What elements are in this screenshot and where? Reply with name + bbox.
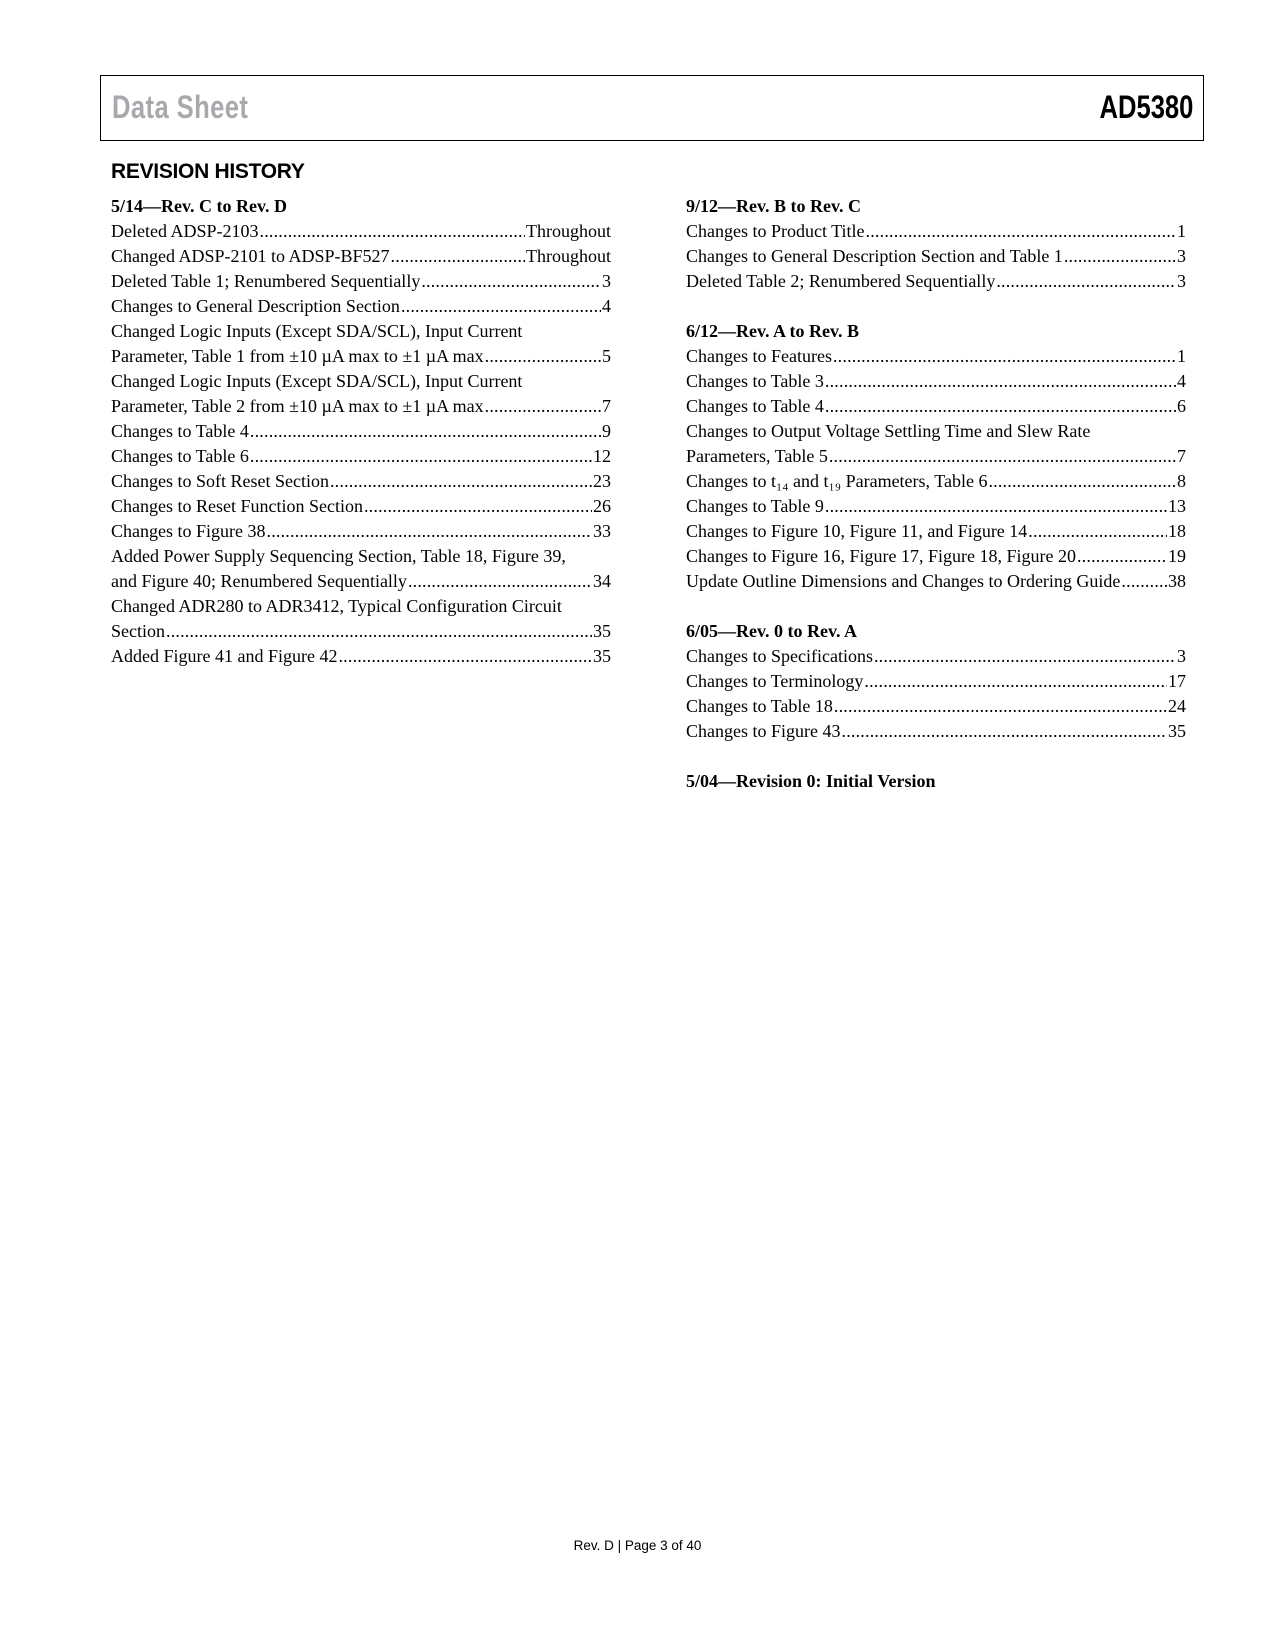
revision-entry [686,519,1186,544]
leader-dots [1121,569,1167,594]
entry-text: Changes to Table 6 [111,446,249,466]
entry-line [686,394,1186,419]
entry-text: Changes to Table 18 [686,696,833,716]
leader-dots [250,419,601,444]
revision-heading: 5/14—Rev. C to Rev. D [111,196,287,216]
leader-dots [1064,244,1176,269]
revision-entry [686,419,1186,469]
leader-dots [338,644,592,669]
revision-entry [111,319,611,369]
entry-line [686,544,1186,569]
leader-dots [364,494,592,519]
leader-dots [996,269,1176,294]
entry-line [111,319,611,344]
page-reference: 18 [1168,521,1186,541]
revision-entry [111,244,611,269]
page-header [100,75,1204,141]
entry-line [686,719,1186,744]
revision-entry [111,219,611,244]
entry-line [111,294,611,319]
entry-line [111,619,611,644]
page-reference: 1 [1177,221,1186,241]
page-reference: 7 [602,396,611,416]
page-reference: 3 [1177,246,1186,266]
entry-line [686,444,1186,469]
leader-dots [825,369,1176,394]
entry-text: Changes to t₁₄ and t₁₉ Parameters, Table 6 [686,471,988,491]
leader-dots [842,719,1168,744]
page-reference: 4 [602,296,611,316]
page-reference: 1 [1177,346,1186,366]
page-reference: 13 [1168,496,1186,516]
revision-entry [111,644,611,669]
page-reference: 24 [1168,696,1186,716]
leader-dots [874,644,1176,669]
entry-text: Added Power Supply Sequencing Section, Table 18, Figure 39, [111,546,566,566]
leader-dots [250,444,592,469]
revision-entry [111,469,611,494]
page-reference: 3 [1177,271,1186,291]
leader-dots [485,394,601,419]
header-doc-type: Data Sheet [112,89,249,125]
entry-line [111,219,611,244]
header-part-number: AD5380 [1099,89,1193,125]
entry-text: Changes to Table 4 [111,421,249,441]
entry-text: Changes to Product Title [686,221,865,241]
entry-text: Changes to Figure 38 [111,521,266,541]
page-reference: 9 [602,421,611,441]
entry-line [686,694,1186,719]
revision-entry [686,569,1186,594]
leader-dots [829,444,1176,469]
entry-line [111,594,611,619]
revision-entry [686,694,1186,719]
entry-text: Parameter, Table 1 from ±10 µA max to ±1 µA max [111,346,484,366]
entry-line [111,494,611,519]
entry-text: Deleted Table 1; Renumbered Sequentially [111,271,421,291]
revision-entry [111,269,611,294]
revision-heading: 9/12—Rev. B to Rev. C [686,196,861,216]
revision-entry [686,244,1186,269]
entry-line [686,344,1186,369]
entry-line [686,369,1186,394]
entry-line [111,519,611,544]
entry-line [111,569,611,594]
leader-dots [260,219,526,244]
entry-text: Section [111,621,165,641]
page-reference: 23 [593,471,611,491]
revision-entry [686,719,1186,744]
page-reference: Throughout [526,221,611,241]
leader-dots [401,294,601,319]
revision-entry [111,494,611,519]
section-title: REVISION HISTORY [111,160,305,183]
entry-text: Changes to Features [686,346,832,366]
entry-text: Changes to Table 9 [686,496,824,516]
entry-line [686,469,1186,494]
entry-text: Changed Logic Inputs (Except SDA/SCL), Input Current [111,321,523,341]
page-reference: 34 [593,571,611,591]
leader-dots [825,494,1167,519]
entry-line [111,469,611,494]
entry-line [686,494,1186,519]
leader-dots [408,569,592,594]
entry-text: Changes to Specifications [686,646,873,666]
entry-text: Changes to General Description Section [111,296,400,316]
leader-dots [825,394,1176,419]
revision-entry [111,419,611,444]
entry-line [686,244,1186,269]
entry-line [686,644,1186,669]
entry-line [686,669,1186,694]
leader-dots [833,344,1176,369]
page-reference: 17 [1168,671,1186,691]
entry-text: Changes to General Description Section and Table 1 [686,246,1063,266]
leader-dots [864,669,1167,694]
page-reference: 38 [1168,571,1186,591]
entry-line [111,244,611,269]
revision-entry [686,469,1186,494]
entry-line [111,544,611,569]
revision-entry [686,344,1186,369]
leader-dots [485,344,601,369]
entry-line [111,444,611,469]
page-reference: 12 [593,446,611,466]
entry-text: Changes to Table 3 [686,371,824,391]
entry-text: Changed ADSP-2101 to ADSP-BF527 [111,246,390,266]
entry-text: Added Figure 41 and Figure 42 [111,646,338,666]
revision-group [686,194,1186,294]
right-column [686,194,1186,819]
page-reference: 4 [1177,371,1186,391]
leader-dots [421,269,601,294]
leader-dots [166,619,592,644]
entry-line [686,419,1186,444]
entry-line [111,394,611,419]
entry-text: Changes to Table 4 [686,396,824,416]
revision-entry [686,544,1186,569]
revision-entry [686,644,1186,669]
leader-dots [834,694,1167,719]
leader-dots [1077,544,1167,569]
page-reference: 7 [1177,446,1186,466]
leader-dots [391,244,525,269]
leader-dots [1028,519,1167,544]
entry-text: Changes to Terminology [686,671,864,691]
page-footer: Rev. D | Page 3 of 40 [573,1538,702,1553]
page-reference: 6 [1177,396,1186,416]
revision-entry [686,219,1186,244]
page-reference: 8 [1177,471,1186,491]
entry-text: Changes to Reset Function Section [111,496,363,516]
revision-group [686,769,1186,794]
revision-entry [686,369,1186,394]
entry-line [111,269,611,294]
page-reference: 19 [1168,546,1186,566]
left-column [111,194,611,694]
page-reference: Throughout [526,246,611,266]
entry-text: Deleted ADSP-2103 [111,221,259,241]
entry-text: Changes to Figure 43 [686,721,841,741]
entry-text: Changes to Soft Reset Section [111,471,329,491]
revision-group [111,194,611,669]
entry-text: Update Outline Dimensions and Changes to Ordering Guide [686,571,1121,591]
entry-text: Parameters, Table 5 [686,446,828,466]
entry-line [111,419,611,444]
leader-dots [330,469,592,494]
revision-group [686,319,1186,594]
revision-entry [686,494,1186,519]
revision-entry [686,394,1186,419]
entry-line [111,644,611,669]
entry-line [686,569,1186,594]
entry-text: Changes to Figure 10, Figure 11, and Figure 14 [686,521,1028,541]
revision-group [686,619,1186,744]
page-reference: 3 [602,271,611,291]
entry-text: Changed ADR280 to ADR3412, Typical Configuration Circuit [111,596,562,616]
entry-text: Changes to Figure 16, Figure 17, Figure 18, Figure 20 [686,546,1076,566]
revision-heading: 6/12—Rev. A to Rev. B [686,321,860,341]
page-reference: 5 [602,346,611,366]
page-reference: 3 [1177,646,1186,666]
revision-entry [111,544,611,594]
page-reference: 35 [593,646,611,666]
entry-text: Changed Logic Inputs (Except SDA/SCL), Input Current [111,371,523,391]
entry-text: Changes to Output Voltage Settling Time and Slew Rate [686,421,1091,441]
page-reference: 26 [593,496,611,516]
leader-dots [866,219,1176,244]
entry-line [111,369,611,394]
revision-entry [111,594,611,644]
revision-entry [686,669,1186,694]
entry-text: Deleted Table 2; Renumbered Sequentially [686,271,996,291]
revision-heading: 5/04—Revision 0: Initial Version [686,771,936,791]
entry-text: and Figure 40; Renumbered Sequentially [111,571,407,591]
revision-entry [111,294,611,319]
page-reference: 35 [593,621,611,641]
entry-line [686,519,1186,544]
entry-line [686,269,1186,294]
page-reference: 35 [1168,721,1186,741]
leader-dots [988,469,1176,494]
entry-line [686,219,1186,244]
leader-dots [267,519,593,544]
page-reference: 33 [593,521,611,541]
revision-entry [111,369,611,419]
revision-entry [686,269,1186,294]
revision-heading: 6/05—Rev. 0 to Rev. A [686,621,857,641]
entry-line [111,344,611,369]
entry-text: Parameter, Table 2 from ±10 µA max to ±1 µA max [111,396,484,416]
revision-entry [111,444,611,469]
revision-entry [111,519,611,544]
